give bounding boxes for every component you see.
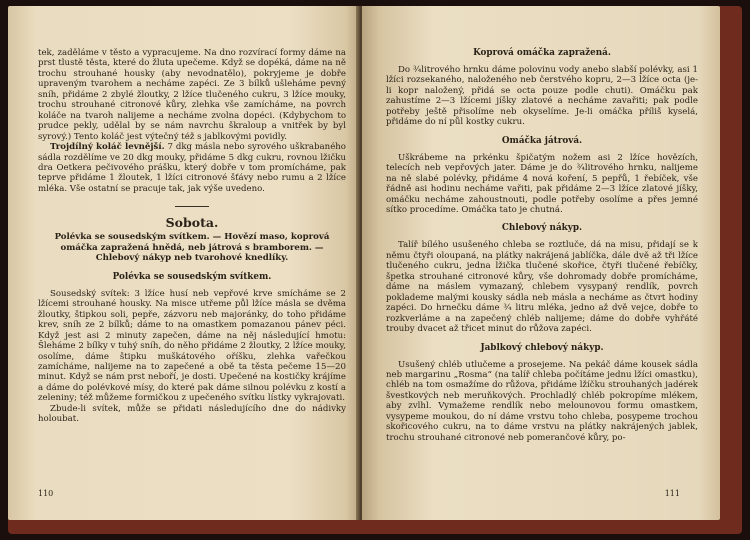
paragraph: Sousedský svítek: 3 lžíce husí neb vepřové krve smícháme se 2 lžícemi strouhané housky. Na misce utřeme půl lžíce másla se dvěma žloutky, štipkou soli, pepře, zázvoru neb majoránky, do toho přidáme krev, sníh ze 2 bílků; dáme to na omastkem pomazanou pánev péci. Když jest asi 2 minuty zapečen, dáme na něj následující hmotu: Šleháme 2 bílky v tuhý sníh, do něho přidáme 2 žloutky, 2 lžíce mouky, osolíme, dáme štipku muškátového oříšku, zlehka vařečkou zamícháme, nalijeme na to zapečené a obě ta těsta pečeme 15—20 minut. Když se nám prst neboří, je dosti. Upečené na kostičky krájíme a dáme do polévkové mísy, do které pak dáme silnou polévku z kostí a zeleniny; též můžeme formičkou z upečeného svítku lístky vykrajovati.: [38, 288, 346, 404]
recipe-title: Trojdílný koláč levnější.: [50, 142, 165, 153]
recipe-heading: Polévka se sousedským svítkem.: [112, 271, 272, 282]
recipe-heading: Jablkový chlebový nákyp.: [480, 342, 604, 353]
paragraph: Uškrábeme na prkénku špičatým nožem asi 2 lžíce hovězích, telecích neb vepřových jater. Dáme je do ¾litrového hrnku, nalijeme na ně slabé polévky, přidáme 4 nová koření, 5 pepřů, 1 řebíček, vše řádně asi hodinu necháme vařiti, pak přidáme 2—3 lžíce zlatové jíšky, omáčku necháme zahoustnouti, podle potřeby osolíme a přes jemné sítko procedíme. Omáčka tato je chutná.: [386, 152, 698, 215]
right-page: [362, 6, 720, 520]
paragraph: Talíř bílého usušeného chleba se roztluče, dá na misu, přidají se k němu čtyři oloupaná, na plátky nakrájená jablíčka, dále dvě až tři lžíce tlučeného cukru, jedna lžička tlučené skořice, čtyři tlučené řebíčky, špetka strouhané citronové kůry, vše dohromady dobře promícháme, dáme na máslem vymazaný, chlebem vysypaný rendlík, povrch poklademe malými kousky sádla neb másla a necháme as čtvrt hodiny zapéci. Do hrnečku dáme ¾ litru mléka, jedno až dvě vejce, dobře to rozkverláme a na zapečený chléb nalijeme; dáme do dobře vyhřáté trouby dvacet až třicet minut do růžova zapéci.: [386, 240, 698, 335]
page-number: 111: [664, 489, 680, 498]
paragraph: Zbude-li svítek, může se přidati následujícího dne do nádivky holoubat.: [38, 403, 346, 425]
recipe-heading: Chlebový nákyp.: [501, 223, 583, 234]
paragraph: Usušený chléb utlučeme a prosejeme. Na pekáč dáme kousek sádla neb margarinu „Rosma“ (na talíř chleba počítáme jednu lžíci omastku), chléb na tom osmažíme do růžova, přidáme lžíčku strouhaných jadérek švestkových neb meruňkových. Prochladlý chléb pokropíme mlékem, aby zvlhl. Vymažeme rendlík nebo melounovou formu omastkem, vysypeme moukou, do ní dáme vrstvu toho chleba, posypeme trochou skořicového cukru, na to dáme vrstvu na plátky nakrájených jablek, trochu strouhané citronové neb pomerančové kůry, po-: [386, 359, 698, 443]
recipe-text: 7 dkg másla nebo syrového uškrabaného sádla rozdělíme ve 20 dkg mouky, přidáme 5 dkg cukru, rovnou lžičku dra Oetkera pečivového prášku, který dobře v tom promícháme, pak teprve přidáme 1 žloutek, 1 lžíci citronové šťávy nebo rumu a 2 lžíce mléka. Vše ostatní se pracuje tak, jak výše uvedeno.: [38, 142, 346, 194]
recipe-heading: Koprová omáčka zapražená.: [473, 48, 611, 58]
left-page: [8, 6, 360, 520]
menu-text: Polévka se sousedským svítkem. — Hovězí maso, koprová omáčka zapražená hnědá, neb játrová s bramborem. — Chlebový nákyp neb tvarohové knedlíky.: [54, 232, 330, 264]
recipe-heading: Omáčka játrová.: [501, 135, 583, 146]
page-number: 110: [38, 489, 54, 498]
paragraph: Do ¾litrového hrnku dáme polovinu vody anebo slabší polévky, asi 1 lžíci rozsekaného, naloženého neb čerstvého kopru, 2—3 lžíce octa (je-li kopr naložený, přidá se octa pouze podle chuti). Omáčku pak zahustíme 2—3 lžícemi jíšky zlatové a necháme zavařiti; pak podle potřeby ještě přisolíme neb okyselíme. Je-li omáčka příliš kyselá, přidáme do ní půl kostky cukru.: [386, 65, 698, 128]
paragraph: tek, zaděláme v těsto a vypracujeme. Na dno rozvírací formy dáme na prst tlustě těsta, které do žluta upečeme. Když se dopéká, dáme na ně trochu strouhané housky (aby nevodnatělo), pokryjeme je dobře upraveným tvarohem a necháme zapéci. Ze 3 bílků ušleháme pevný sníh, přidáme 2 zbylé žloutky, 2 lžíce tlučeného cukru, 3 lžíce mouky, trochu strouhané citronové kůry, zlehka vše zamícháme, na povrch koláče na tvaroh nalijeme a necháme zvolna dopéci. (Kdybychom to prudce pekly, udělal by se nám navrchu škraloup a vnitřek by byl syrový.) Tento koláč jest výtečný též s jablkovými povidly.: [38, 48, 346, 142]
day-heading: Sobota.: [165, 215, 219, 231]
divider: [175, 206, 209, 207]
paragraph: [38, 142, 346, 194]
